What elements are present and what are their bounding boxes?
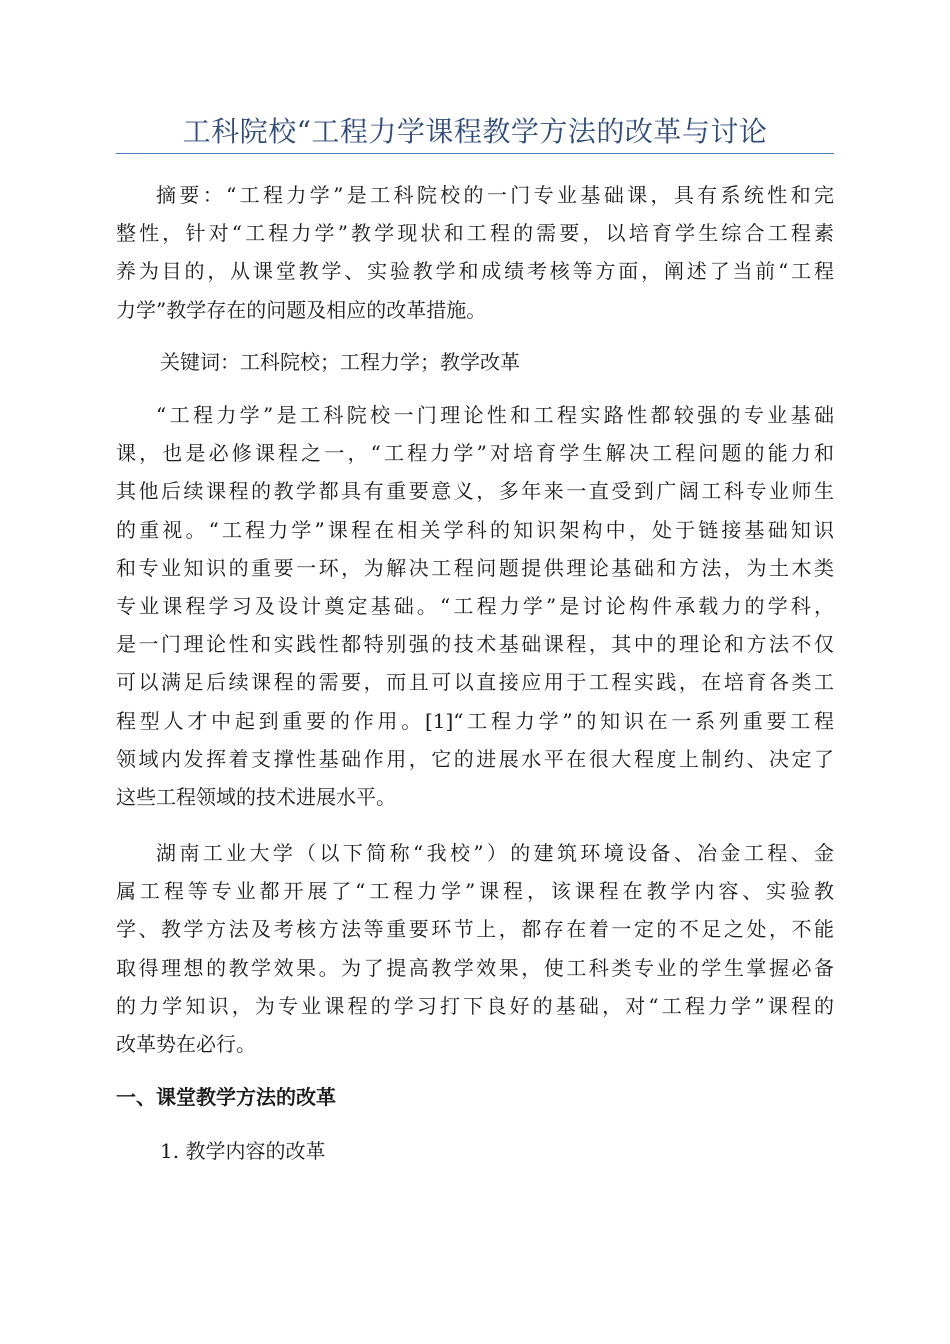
body-line: 专业课程学习及设计奠定基础。“工程力学”是讨论构件承载力的学科， — [116, 594, 834, 619]
body-line: 是一门理论性和实践性都特别强的技术基础课程，其中的理论和方法不仅 — [116, 632, 834, 657]
body-line: 可以满足后续课程的需要，而且可以直接应用于工程实践，在培育各类工 — [116, 670, 834, 695]
body-line: 程型人才中起到重要的作用。[1]“工程力学”的知识在一系列重要工程 — [116, 708, 834, 733]
body-line: 的力学知识，为专业课程的学习打下良好的基础，对“工程力学”课程的 — [116, 993, 834, 1018]
body-line: 课，也是必修课程之一，“工程力学”对培育学生解决工程问题的能力和 — [116, 441, 834, 466]
abstract-line: 养为目的，从课堂教学、实验教学和成绩考核等方面，阐述了当前“工程 — [116, 259, 834, 284]
body-line: 其他后续课程的教学都具有重要意义，多年来一直受到广阔工科专业师生 — [116, 479, 834, 504]
document-title: 工科院校“工程力学课程教学方法的改革与讨论 — [182, 115, 768, 148]
keywords-line: 关键词：工科院校；工程力学；教学改革 — [160, 350, 520, 374]
body-line: 属工程等专业都开展了“工程力学”课程，该课程在教学内容、实验教 — [116, 879, 834, 904]
body-paragraph-2 — [116, 834, 834, 1063]
body-line: 领域内发挥着支撑性基础作用，它的进展水平在很大程度上制约、决定了 — [116, 746, 834, 771]
body-line: 湖南工业大学（以下简称“我校”）的建筑环境设备、冶金工程、金 — [156, 841, 834, 865]
body-line: 取得理想的教学效果。为了提高教学效果，使工科类专业的学生掌握必备 — [116, 955, 834, 980]
abstract-line: 力学”教学存在的问题及相应的改革措施。 — [116, 297, 487, 322]
subsection-heading: 1. 教学内容的改革 — [160, 1139, 326, 1163]
body-line: 这些工程领域的技术进展水平。 — [116, 785, 396, 810]
abstract-line: 摘要：“工程力学”是工科院校的一门专业基础课，具有系统性和完 — [156, 183, 834, 207]
body-line: 的重视。“工程力学”课程在相关学科的知识架构中，处于链接基础知识 — [116, 517, 834, 542]
section-heading: 一、课堂教学方法的改革 — [116, 1085, 336, 1109]
body-line: 和专业知识的重要一环，为解决工程问题提供理论基础和方法，为土木类 — [116, 555, 834, 580]
abstract-line: 整性，针对“工程力学”教学现状和工程的需要，以培育学生综合工程素 — [116, 221, 834, 246]
body-line: 学、教学方法及考核方法等重要环节上，都存在着一定的不足之处，不能 — [116, 917, 834, 942]
body-line: “工程力学”是工科院校一门理论性和工程实路性都较强的专业基础 — [156, 403, 834, 427]
body-line: 改革势在必行。 — [116, 1032, 256, 1057]
abstract-paragraph — [116, 176, 834, 329]
body-paragraph-1 — [116, 396, 834, 816]
title-underline — [116, 153, 834, 154]
